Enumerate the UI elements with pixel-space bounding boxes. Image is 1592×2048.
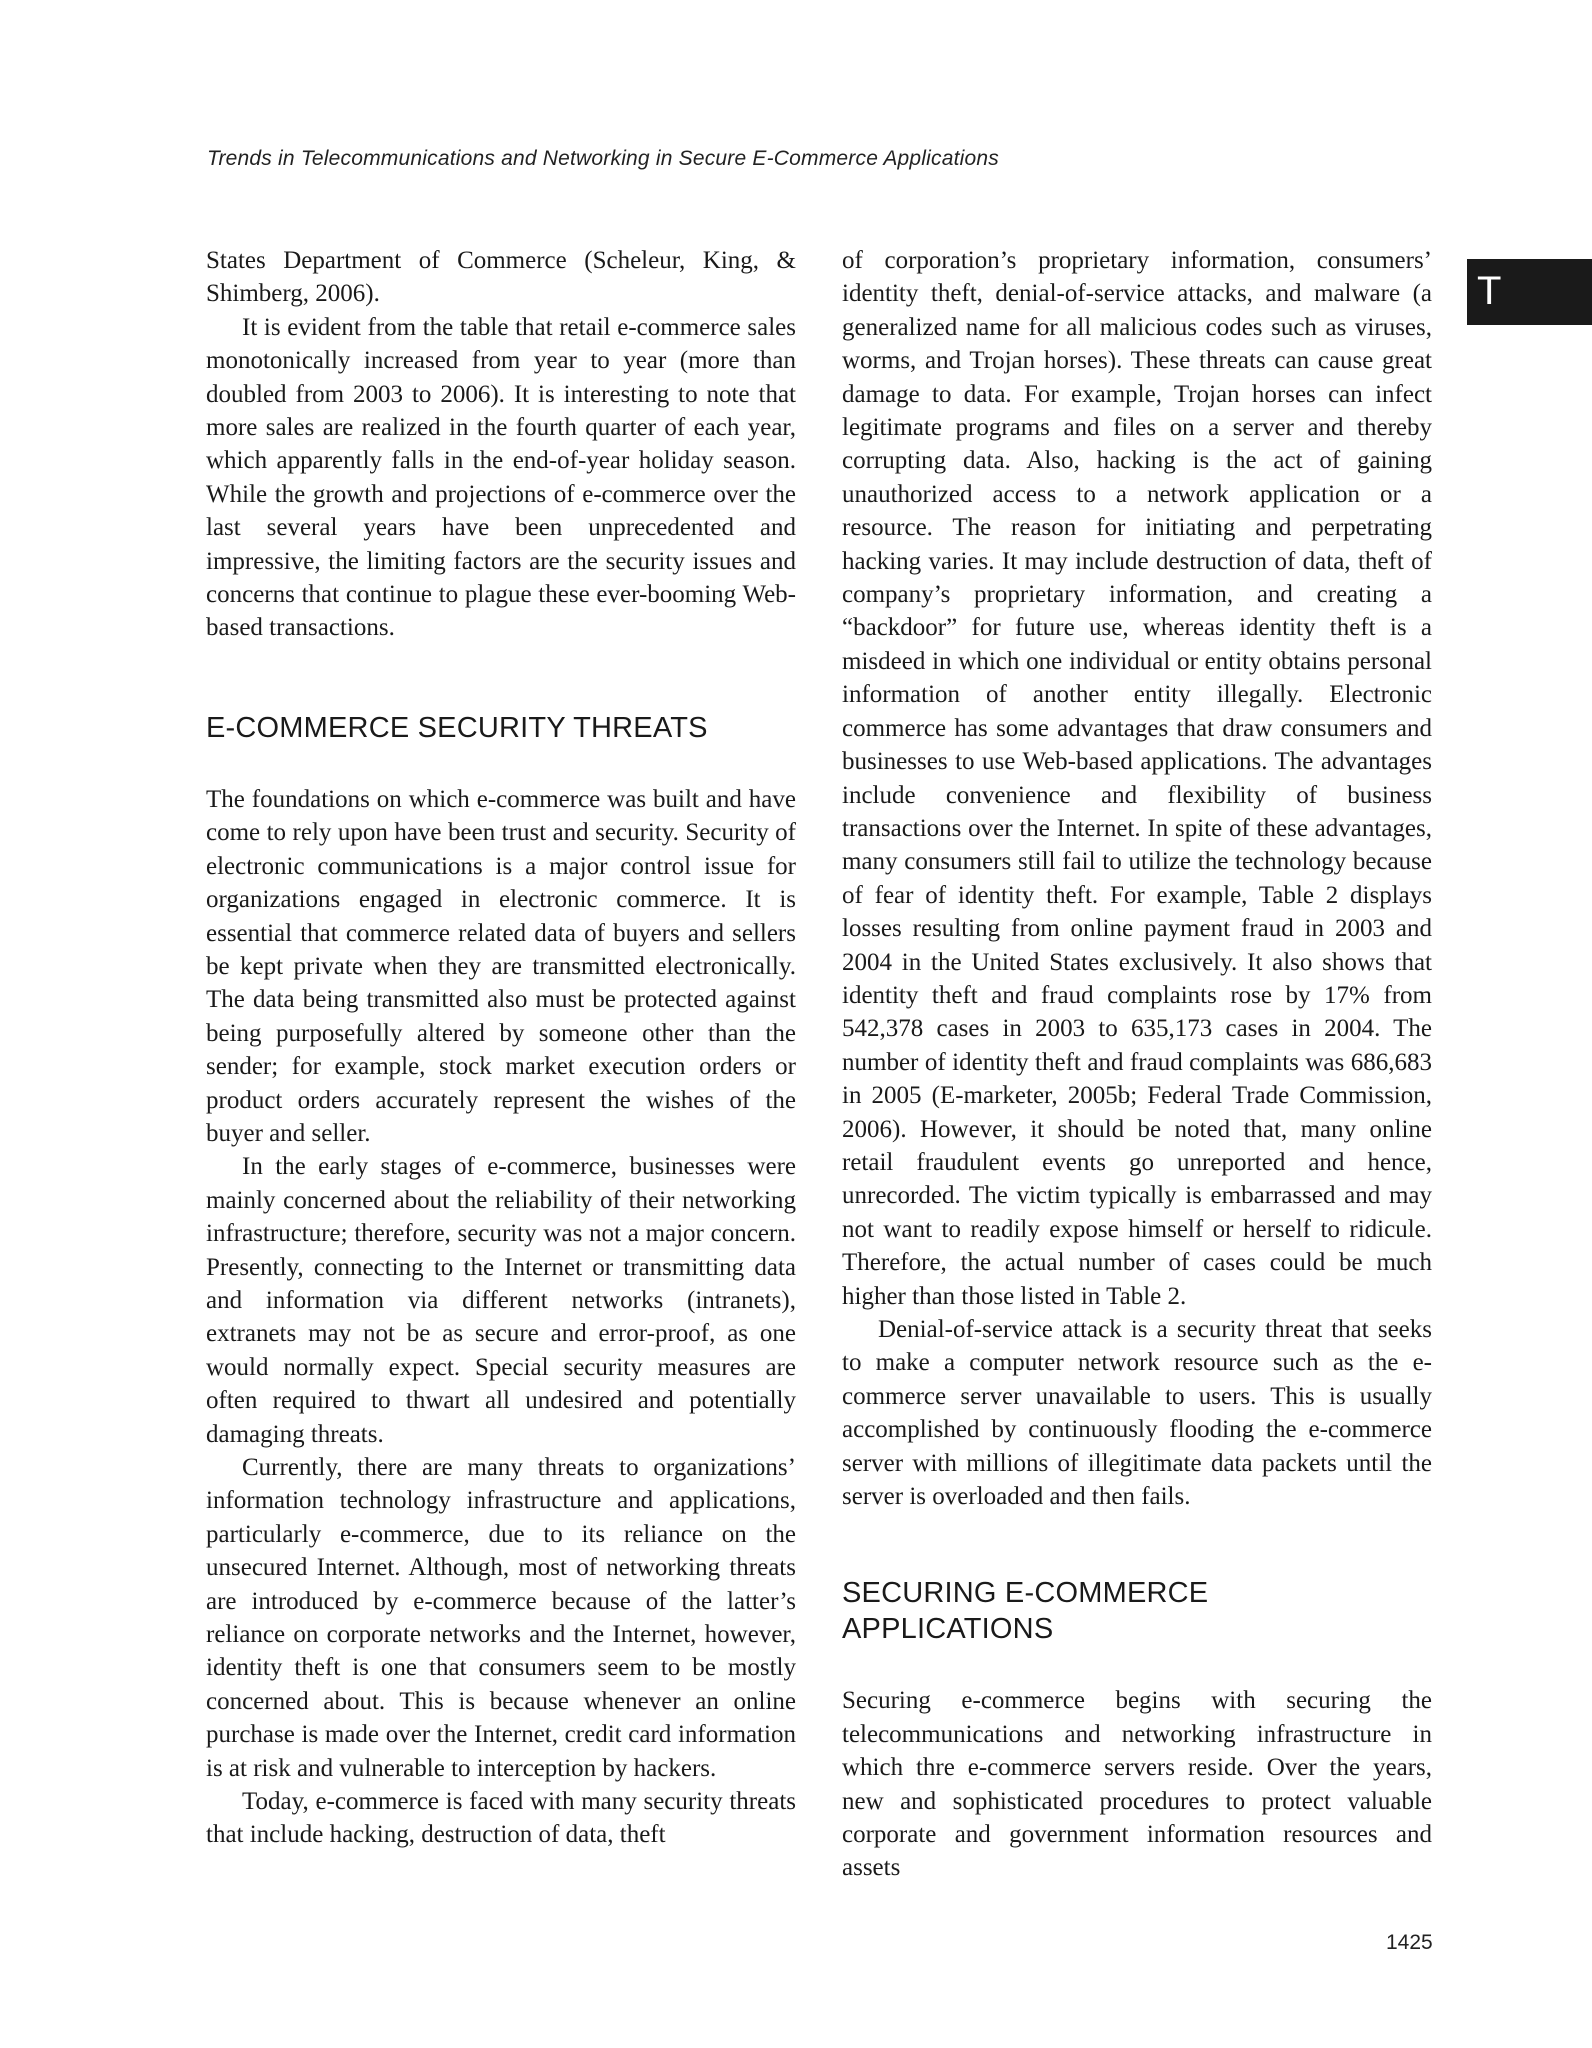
paragraph: It is evident from the table that retail e-commerce sales monotonically increased from year to year (more than doubled from 2003 to 2006). It is interesting to note that more sales are realized in the fourth quarter of each year, which apparently falls in the end-of-year holiday season. While the growth and projections of e-commerce over the last several years have been unprecedented and impressive, the limiting factors are the security issues and concerns that continue to plague these ever-booming Web-based transactions. bbox=[206, 313, 796, 642]
running-head: Trends in Telecommunications and Networking in Secure E-Commerce Applications bbox=[207, 147, 999, 170]
thumb-index-tab bbox=[1467, 259, 1592, 325]
paragraph: States Department of Commerce (Scheleur, King, & Shimberg, 2006). bbox=[206, 247, 796, 308]
section-heading-securing-applications: SECURING E-COMMERCE APPLICATIONS bbox=[842, 1577, 1209, 1646]
right-column bbox=[842, 244, 1432, 1885]
left-column bbox=[206, 244, 796, 1852]
paragraph: Today, e-commerce is faced with many security threats that include hacking, destruction of data, theft bbox=[206, 1788, 796, 1849]
section-heading-security-threats: E-COMMERCE SECURITY THREATS bbox=[206, 711, 708, 744]
paragraph: In the early stages of e-commerce, businesses were mainly concerned about the reliability of their networking infrastructure; therefore, security was not a major concern. Presently, connecting to the Internet or transmitting data and information via different networks (intranets), extranets may not be as secure and error-proof, as one would normally expect. Special security measures are often required to thwart all undesired and potentially damaging threats. bbox=[206, 1153, 796, 1448]
paragraph: Securing e-commerce begins with securing the telecommunications and networking infrastructure in which thre e-commerce servers reside. Over the years, new and sophisticated procedures to protect valuable corporate and government information resources and assets bbox=[842, 1687, 1432, 1882]
paragraph: of corporation’s proprietary information, consumers’ identity theft, denial-of-service attacks, and malware (a generalized name for all malicious codes such as viruses, worms, and Trojan horses). These threats can cause great damage to data. For example, Trojan horses can infect legitimate programs and files on a server and thereby corrupting data. Also, hacking is the act of gaining unauthorized access to a network application or a resource. The reason for initiating and perpetrating hacking varies. It may include destruction of data, theft of company’s proprietary information, and creating a “backdoor” for future use, whereas identity theft is a misdeed in which one individual or entity obtains personal information of another entity illegally. Electronic commerce has some advantages that draw consumers and businesses to use Web-based applications. The advantages include convenience and flexibility of business transactions over the Internet. In spite of these advantages, many consumers still fail to utilize the technology because of fear of identity theft. For example, Table 2 displays losses resulting from online payment fraud in 2003 and 2004 in the United States exclusively. It also shows that identity theft and fraud complaints rose by 17% from 542,378 cases in 2003 to 635,173 cases in 2004. The number of identity theft and fraud complaints was 686,683 in 2005 (E-marketer, 2005b; Federal Trade Commission, 2006). However, it should be noted that, many online retail fraudulent events go unreported and hence, unrecorded. The victim typically is embarrassed and may not want to readily expose himself or herself to ridicule. Therefore, the actual number of cases could be much higher than those listed in Table 2. bbox=[842, 247, 1432, 1310]
page-number: 1425 bbox=[1386, 1931, 1433, 1954]
paragraph: Currently, there are many threats to organizations’ information technology infrastructure and applications, particularly e-commerce, due to its reliance on the unsecured Internet. Although, most of networking threats are introduced by e-commerce because of the latter’s reliance on corporate networks and the Internet, however, identity theft is one that consumers seem to be mostly concerned about. This is because whenever an online purchase is made over the Internet, credit card information is at risk and vulnerable to interception by hackers. bbox=[206, 1454, 796, 1782]
thumb-index-letter: T bbox=[1477, 269, 1502, 313]
paragraph: Denial-of-service attack is a security threat that seeks to make a computer network resource such as the e-commerce server unavailable to users. This is usually accomplished by continuously flooding the e-commerce server with millions of illegitimate data packets until the server is overloaded and then fails. bbox=[842, 1316, 1432, 1511]
paragraph: The foundations on which e-commerce was built and have come to rely upon have been trust and security. Security of electronic communications is a major control issue for organizations engaged in electronic commerce. It is essential that commerce related data of buyers and sellers be kept private when they are transmitted electronically. The data being transmitted also must be protected against being purposefully altered by someone other than the sender; for example, stock market execution orders or product orders accurately represent the wishes of the buyer and seller. bbox=[206, 785, 796, 1147]
